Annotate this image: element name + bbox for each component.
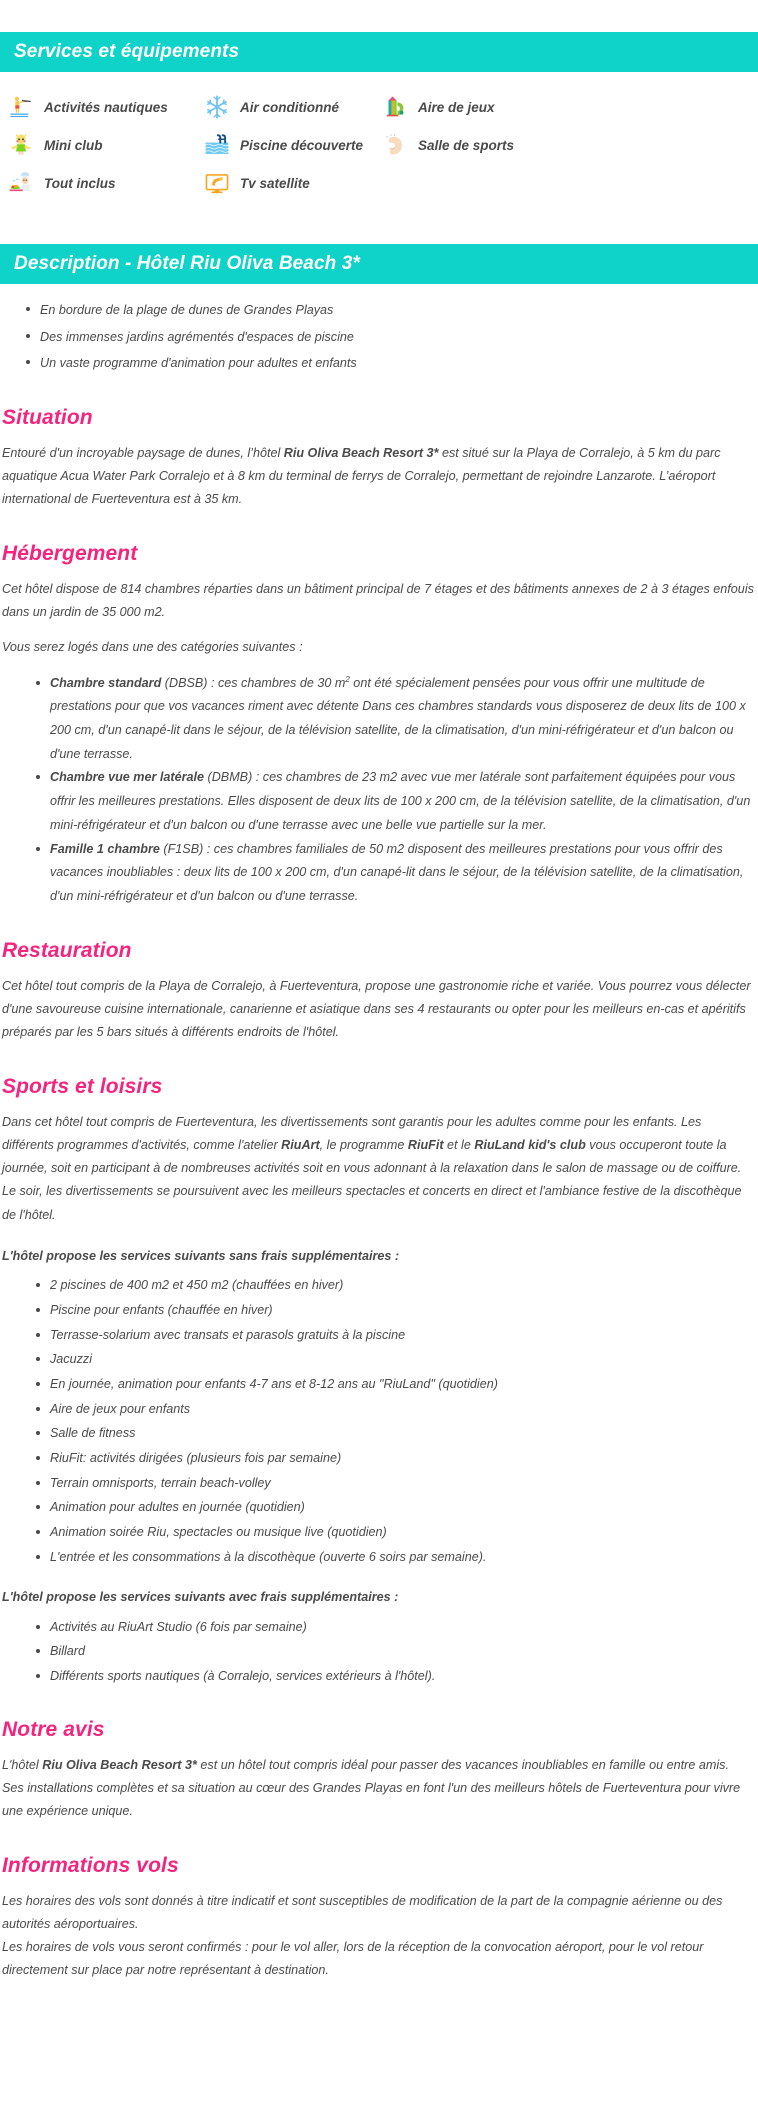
list-item: En journée, animation pour enfants 4-7 ans et 8-12 ans au "RiuLand" (quotidien) bbox=[36, 1373, 754, 1396]
heading-notre-avis: Notre avis bbox=[2, 1717, 105, 1741]
list-item: En bordure de la plage de dunes de Grandes Playas bbox=[26, 298, 754, 323]
service-item-tv-satellite bbox=[204, 164, 382, 202]
water-sports-icon bbox=[8, 94, 34, 120]
list-item: Aire de jeux pour enfants bbox=[36, 1398, 754, 1421]
hotel-description-page bbox=[0, 32, 758, 2015]
service-item-piscine-decouverte bbox=[204, 126, 382, 164]
list-item: L'entrée et les consommations à la discothèque (ouverte 6 soirs par semaine). bbox=[36, 1546, 754, 1569]
heading-informations-vols: Informations vols bbox=[2, 1853, 179, 1877]
hotel-name-bold: Riu Oliva Beach Resort 3* bbox=[42, 1757, 197, 1772]
hotel-name-bold: Riu Oliva Beach Resort 3* bbox=[283, 445, 439, 460]
heading-situation: Situation bbox=[2, 405, 93, 429]
room-text: ont été spécialement pensées pour vous offrir une multitude de prestations pour que vos vacances riment avec détente Dans ces chambres standards vous disposerez de deux lits de 100 x 200 cm, d'un canapé-lit dans le séjour, de la télévision satellite, de la climatisation, d'un mini-réfrigérateur et d'un balcon ou d'une terrasse. bbox=[50, 675, 746, 761]
avis-paragraph bbox=[2, 1754, 754, 1824]
list-item: Animation soirée Riu, spectacles ou musique live (quotidien) bbox=[36, 1521, 754, 1544]
list-item: Jacuzzi bbox=[36, 1348, 754, 1371]
room-name: Chambre vue mer latérale bbox=[50, 770, 204, 785]
free-services-title: L'hôtel propose les services suivants sans frais supplémentaires : bbox=[2, 1249, 400, 1264]
list-item: Terrasse-solarium avec transats et parasols gratuits à la piscine bbox=[36, 1324, 754, 1347]
sports-text-1: Dans cet hôtel tout compris de Fuerteventura, les divertissements sont garantis pour les adultes comme pour les enfants. Les différents programmes d'activités, comme l'atelier bbox=[2, 1114, 702, 1152]
list-item: Des immenses jardins agrémentés d'espaces de piscine bbox=[26, 325, 754, 350]
heading-sports-loisirs: Sports et loisirs bbox=[2, 1074, 163, 1098]
heading-restauration: Restauration bbox=[2, 938, 132, 962]
situation-text-pre: Entouré d'un incroyable paysage de dunes, l’hôtel bbox=[2, 445, 284, 460]
room-code: (DBMB) : ces chambres de 23 m2 avec vue mer latérale sont parfaitement équipées bbox=[204, 770, 677, 785]
mini-club-icon bbox=[8, 132, 34, 158]
description-banner: Description - Hôtel Riu Oliva Beach 3* bbox=[0, 244, 758, 284]
room-code: (F1SB) : ces chambres familiales de 50 m2 disposent des meilleures prestations pour vous bbox=[159, 841, 671, 856]
free-services-list bbox=[2, 1274, 754, 1568]
brand-riuland-kids-club: RiuLand kid's club bbox=[474, 1137, 586, 1152]
restauration-paragraph: Cet hôtel tout compris de la Playa de Corralejo, à Fuerteventura, propose une gastronomie riche et variée. Vous pourrez vous délecter d'une savoureuse cuisine internationale, canarienne et asiatique dans ses 4 restaurants ou opter pour les meilleurs en-cas et apéritifs préparés par les 5 bars situés à différents endroits de l'hôtel. bbox=[2, 978, 751, 1040]
list-item: Différents sports nautiques (à Corralejo, services extérieurs à l'hôtel). bbox=[36, 1665, 754, 1688]
list-item-room bbox=[36, 766, 754, 837]
sports-text-3: et le bbox=[443, 1137, 475, 1152]
sports-paragraph bbox=[2, 1111, 754, 1227]
service-item-air-conditionne bbox=[204, 88, 382, 126]
room-categories-list bbox=[2, 672, 754, 909]
service-label: Tv satellite bbox=[240, 175, 310, 191]
room-code: (DBSB) : ces chambres de 30 m bbox=[161, 675, 346, 690]
sports-text-2: , le programme bbox=[319, 1137, 408, 1152]
room-name: Chambre standard bbox=[50, 675, 162, 690]
room-name: Famille 1 chambre bbox=[50, 841, 160, 856]
list-item: Piscine pour enfants (chauffée en hiver) bbox=[36, 1299, 754, 1322]
hebergement-categories-intro: Vous serez logés dans une des catégories suivantes : bbox=[2, 640, 303, 655]
paid-services-title: L'hôtel propose les services suivants avec frais supplémentaires : bbox=[2, 1590, 399, 1605]
service-label: Activités nautiques bbox=[44, 99, 168, 115]
services-grid bbox=[8, 72, 758, 210]
services-banner: Services et équipements bbox=[0, 32, 758, 72]
hebergement-intro: Cet hôtel dispose de 814 chambres réparties dans un bâtiment principal de 7 étages et des bâtiments annexes de 2 à 3 étages enfouis dans un jardin de 35 000 m2. bbox=[2, 581, 754, 620]
vols-paragraph-1: Les horaires des vols sont donnés à titre indicatif et sont susceptibles de modification de la part de la compagnie aérienne ou des autorités aéroportuaires. bbox=[2, 1893, 723, 1931]
situation-paragraph bbox=[2, 442, 754, 512]
section-spacer bbox=[0, 210, 758, 244]
satellite-tv-icon bbox=[204, 170, 230, 196]
list-item: RiuFit: activités dirigées (plusieurs fois par semaine) bbox=[36, 1447, 754, 1470]
list-item: Salle de fitness bbox=[36, 1422, 754, 1445]
gym-flexed-arm-icon bbox=[382, 132, 408, 158]
list-item: 2 piscines de 400 m2 et 450 m2 (chauffées en hiver) bbox=[36, 1274, 754, 1297]
service-item-aire-de-jeux bbox=[382, 88, 758, 126]
list-item: Activités au RiuArt Studio (6 fois par semaine) bbox=[36, 1616, 754, 1639]
description-highlights-list bbox=[2, 298, 754, 376]
vols-paragraph-2: Les horaires de vols vous seront confirmés : pour le vol aller, lors de la réception de la convocation aéroport, pour le vol retour directement sur place par notre représentant à destination. bbox=[2, 1940, 704, 1978]
service-label: Salle de sports bbox=[418, 137, 515, 153]
service-label: Air conditionné bbox=[240, 99, 339, 115]
room-area-exponent: 2 bbox=[345, 674, 350, 684]
snowflake-icon bbox=[204, 94, 230, 120]
service-label: Tout inclus bbox=[44, 175, 116, 191]
service-item-mini-club bbox=[8, 126, 204, 164]
list-item: Terrain omnisports, terrain beach-volley bbox=[36, 1472, 754, 1495]
sports-text-4: vous occuperont toute la journée, soit en participant à de nombreuses activités soit en vous adonnant à la relaxation dans le salon de massage ou de coiffure. Le soir, les divertissements se poursuivent avec les meilleurs spectacles et concerts en direct et l'ambiance festive de la discothèque de l'hôtel. bbox=[2, 1137, 742, 1222]
playground-icon bbox=[382, 94, 408, 120]
bottom-spacer bbox=[2, 1995, 754, 2015]
avis-text-pre: L'hôtel bbox=[2, 1757, 43, 1772]
list-item: Animation pour adultes en journée (quotidien) bbox=[36, 1496, 754, 1519]
brand-riuart: RiuArt bbox=[281, 1137, 320, 1152]
list-item-room bbox=[36, 672, 754, 767]
avis-text-post: est un hôtel tout compris idéal pour passer des vacances inoubliables en famille ou entre amis. Ses installations complètes et sa situation au cœur des Grandes Playas en font l'un des meilleurs hôtels de Fuerteventura pour vivre une expérience unique. bbox=[2, 1757, 741, 1819]
brand-riufit: RiuFit bbox=[407, 1137, 444, 1152]
service-label: Mini club bbox=[44, 137, 103, 153]
room-text: pour vous offrir les meilleures prestations. Elles disposent de deux lits de 100 x 200 cm, de la télévision satellite, de la climatisation, d'un mini-réfrigérateur et d'un balcon ou d'une terrasse avec une belle vue partielle sur la mer. bbox=[50, 770, 751, 832]
service-item-activites-nautiques bbox=[8, 88, 204, 126]
service-label: Piscine découverte bbox=[240, 137, 364, 153]
list-item: Un vaste programme d'animation pour adultes et enfants bbox=[26, 351, 754, 376]
list-item-room bbox=[36, 838, 754, 909]
service-item-tout-inclus bbox=[8, 164, 204, 202]
list-item: Billard bbox=[36, 1640, 754, 1663]
outdoor-pool-icon bbox=[204, 132, 230, 158]
heading-hebergement: Hébergement bbox=[2, 541, 138, 565]
room-text: offrir des vacances inoubliables : deux lits de 100 x 200 cm, d'un canapé-lit dans le séjour, de la télévision satellite, de la climatisation, d'un mini-réfrigérateur et d'un balcon ou d'une terrasse. bbox=[50, 841, 744, 903]
description-content bbox=[0, 298, 758, 2015]
service-label: Aire de jeux bbox=[418, 99, 495, 115]
situation-text-post: est situé sur la Playa de Corralejo, à 5 km du parc aquatique Acua Water Park Corralejo et à 8 km du terminal de ferrys de Corralejo, permettant de rejoindre Lanzarote. L’aéroport international de Fuerteventura est à 35 km. bbox=[2, 445, 721, 507]
all-inclusive-chef-icon bbox=[8, 170, 34, 196]
paid-services-list bbox=[2, 1616, 754, 1688]
service-item-salle-de-sports bbox=[382, 126, 758, 164]
